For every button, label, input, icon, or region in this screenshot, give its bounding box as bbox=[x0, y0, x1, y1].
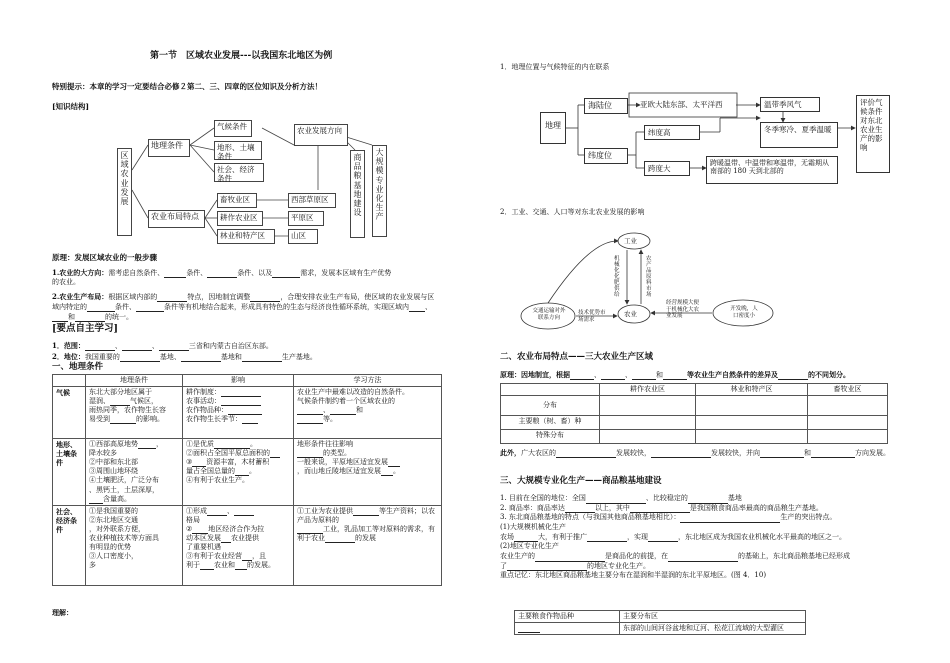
geo-node: 地理 bbox=[540, 112, 566, 144]
social-method-cell: ①工业为农业提供 等生产资料；以农产品为原料的 工业，乳品加工等对原料的需求，有 利于农业 的发展 bbox=[294, 505, 442, 585]
table-header-cell: 主要粮食作物品种 bbox=[515, 611, 620, 623]
latitude-position: 纬度位 bbox=[584, 148, 628, 164]
knowledge-structure-header: [知识结构] bbox=[52, 102, 90, 111]
specialization-line-2: 了 的地区专业化生产。 bbox=[500, 561, 650, 570]
principle-heading: 原理：发展区域农业的一般步骤 bbox=[52, 253, 157, 262]
self-study-header: [要点自主学习] bbox=[52, 323, 118, 334]
late-development-node: 开发晚，人口密度小 bbox=[730, 306, 758, 319]
diagram-plain: 平原区 bbox=[288, 211, 324, 226]
diagram-geo-condition: 地理条件 bbox=[148, 139, 190, 157]
industry-node: 工业 bbox=[624, 237, 637, 245]
mechanization-heading: (1)大规模机械化生产 bbox=[500, 522, 566, 531]
layout-extra: 此外，广大农区的 发展较快， 发展较快，并向 和 方向发展。 bbox=[500, 448, 890, 457]
table-row bbox=[515, 623, 806, 635]
key-memory-line: 重点记忆：东北地区商品粮基地主要分布在湿润和半湿润的东北平原地区。(图 4．10) bbox=[500, 571, 767, 580]
raw-material-label: 农产品原料市场 bbox=[646, 256, 652, 299]
diagram-animal-zone: 畜牧业区 bbox=[217, 193, 257, 208]
mechanization-line: 农场 大，有利于推广 ，实现 ，东北地区成为我国农业机械化水平最高的地区之一。 bbox=[500, 532, 846, 541]
diagram-direction: 农业发展方向 bbox=[294, 124, 348, 146]
diagram-root: 区域农业发展 bbox=[117, 148, 132, 236]
evaluation-node: 评价气候条件对东北农业生产的影响 bbox=[856, 95, 890, 173]
table-header-cell: 畜牧业区 bbox=[808, 384, 888, 396]
diagram-terrain: 地形、土壤条件 bbox=[214, 141, 262, 160]
row-label: 主要粮（树、畜）种 bbox=[501, 416, 600, 430]
social-impact-cell: ①形成 、 格局 ② 地区经济合作为拉 动本区发展 农业提供 了重要机遇 ③有利于农业经营 ，且 利于 农业和 的发展。 bbox=[183, 505, 294, 585]
sea-land-position: 海陆位 bbox=[584, 98, 628, 114]
table-row bbox=[501, 430, 888, 444]
monsoon-climate: 温带季风气 bbox=[760, 97, 820, 112]
winter-summer: 冬季寒冷、夏季温暖 bbox=[760, 122, 838, 148]
specialization-line: 农业生产的 是商品化的前提，在 的基础上，东北商品粮基地已经形成 bbox=[500, 551, 850, 560]
terrain-impact-cell: ①是优质 。 ②面积占全国平原总面积的 ③ 资源丰富，木材蓄积 量占全国总量的 。 ④有利于农业生产。 bbox=[183, 439, 294, 506]
page-title: 第一节 区域农业发展---以我国东北地区为例 bbox=[150, 51, 333, 61]
social-condition-cell: ①是我国重要的 ②东北地区交通 ，对外联系方便， 农业种植技术等方面具 有明显的优势 ③人口密度小， 多 bbox=[86, 505, 183, 585]
row-label: 特殊分布 bbox=[501, 430, 600, 444]
row-label-climate: 气候 bbox=[53, 387, 86, 439]
terrain-condition-cell: ①西部高原地势 ， 降水较多 ②中部和东北部 ③周围山地环绕 ④土壤肥沃，广泛分布 、黑钙土，土层深厚， 含量高。 bbox=[86, 439, 183, 506]
temp-zones: 跨暖温带、中温带和寒温带，无霜期从南部的 180 天到北部的 bbox=[706, 156, 838, 184]
grain-status-line: 1. 目前在全国的地位：全国 、比较稳定的 基地 bbox=[500, 494, 742, 502]
table-header-cell: 耕作农业区 bbox=[600, 384, 696, 396]
row-label-social: 社会、经济条件 bbox=[53, 505, 86, 585]
q2-heading: 2．工业、交通、人口等对东北农业发展的影响 bbox=[500, 208, 645, 216]
diagram-social: 社会、经济条件 bbox=[214, 163, 264, 182]
tech-market-label: 技术优势市场需求 bbox=[578, 310, 606, 323]
agriculture-node: 农业 bbox=[624, 310, 637, 318]
special-tip: 特别提示：本章的学习一定要结合必修２第二、三、四章的区位知识及分析方法！ bbox=[52, 82, 322, 91]
table-cell: 东部的山间河谷盆地和辽河、松花江流域的大型灌区 bbox=[620, 623, 806, 635]
transport-node: 交通运输对外联系方向 bbox=[532, 308, 566, 321]
grain-base-body bbox=[500, 494, 890, 581]
three-zones-table bbox=[500, 383, 888, 444]
asia-pacific-text: 亚欧大陆东部、太平洋西 bbox=[640, 100, 723, 109]
layout-section-heading: 二、农业布局特点——三大农业生产区域 bbox=[500, 352, 654, 362]
table-header-row bbox=[501, 384, 888, 396]
diagram-farm-zone: 耕作农业区 bbox=[217, 211, 263, 226]
grain-rate-line: 2. 商品率：商品率达 以上，其中 是我国粮食商品率最高的商品粮生产基地。 bbox=[500, 503, 823, 512]
understand-label: 理解： bbox=[52, 608, 73, 617]
diagram-grain-base: 商品粮基地建设 bbox=[350, 150, 365, 238]
table-header-cell: 地理条件 bbox=[86, 375, 183, 387]
row-label: 分布 bbox=[501, 396, 600, 416]
diagram-forest-zone: 林业和特产区 bbox=[217, 229, 275, 244]
table-header-row bbox=[515, 611, 806, 623]
table-row bbox=[501, 396, 888, 416]
climate-impact-cell: 耕作制度： 农事活动： 农作物品种： 农作物生长季节： bbox=[183, 387, 294, 439]
machinery-label: 机械化化肥供给 bbox=[614, 256, 620, 299]
principle-1: 1.农业的大方向：需考虑自然条件、 条件、 条件、以及 需求，发展本区域有生产优势 的农业。 bbox=[52, 268, 392, 287]
table-header-cell bbox=[501, 384, 600, 396]
diagram-large-scale: 大规模专业化生产 bbox=[372, 145, 387, 237]
terrain-method-cell: 地形条件往往影响 的类型。 一般来说，平原地区适宜发展 ，而山地丘陵地区适宜发展 。 bbox=[294, 439, 442, 506]
diagram-west-grassland: 西部草原区 bbox=[288, 193, 336, 208]
row-label-terrain: 地形、土壤条件 bbox=[53, 439, 86, 506]
diagram-mountain: 山区 bbox=[288, 229, 318, 244]
climate-condition-cell: 东北大部分地区属于 湿润、 气候区， 雨热同季，农作物生长容 易受到 的影响。 bbox=[86, 387, 183, 439]
high-latitude: 纬度高 bbox=[644, 125, 700, 140]
status-line: 2．地位：我国重要的 基地、 基地和 生产基地。 bbox=[52, 352, 317, 361]
table-header-cell: 主要分布区 bbox=[620, 611, 806, 623]
table-header-cell: 学习方法 bbox=[294, 375, 442, 387]
table-cell bbox=[515, 623, 620, 635]
q1-heading: 1．地理位置与气候特征的内在联系 bbox=[500, 63, 610, 71]
table-header-cell: 林业和特产区 bbox=[696, 384, 808, 396]
climate-method-cell: 农业生产中最难以改造的自然条件。 气候条件制约着一个区域农业的 、 和 等。 bbox=[294, 387, 442, 439]
grain-feature-line: 3. 东北商品粮基地的特点（与我国其他商品粮基地相比）： 生产的突出特点。 bbox=[500, 513, 837, 522]
wide-span: 跨度大 bbox=[644, 161, 690, 176]
geo-conditions-heading: 一、地理条件 bbox=[52, 362, 104, 372]
principle-2: 2.农业生产布局：根据区域内部的 特点，因地制宜调整 ，合理安排农业生产布局，使区域的农业发展与区域内特定的 条件、 条件等有机地结合起来，形成具有特色的生态与经济良性循环系统，实现区域内 、和 的统一。 bbox=[52, 292, 435, 322]
table-row bbox=[501, 416, 888, 430]
grain-distribution-table bbox=[514, 610, 806, 635]
diagram-climate: 气候条件 bbox=[214, 120, 252, 137]
scale-mechanization-label: 经营规模大便于机械化大农业发展 bbox=[666, 300, 700, 320]
scope-line: 1．范围： 、 、 三省和内蒙古自治区东部。 bbox=[52, 341, 273, 350]
specialization-heading: (2)地区专业化生产 bbox=[500, 542, 559, 551]
layout-principle: 原理：因地制宜，根据 、 、 和 等农业生产自然条件的差异及 的不同划分。 bbox=[500, 370, 850, 379]
table-header-cell: 影响 bbox=[183, 375, 294, 387]
diagram-layout: 农业布局特点 bbox=[148, 210, 205, 228]
grain-base-heading: 三、大规模专业化生产——商品粮基地建设 bbox=[500, 476, 662, 486]
